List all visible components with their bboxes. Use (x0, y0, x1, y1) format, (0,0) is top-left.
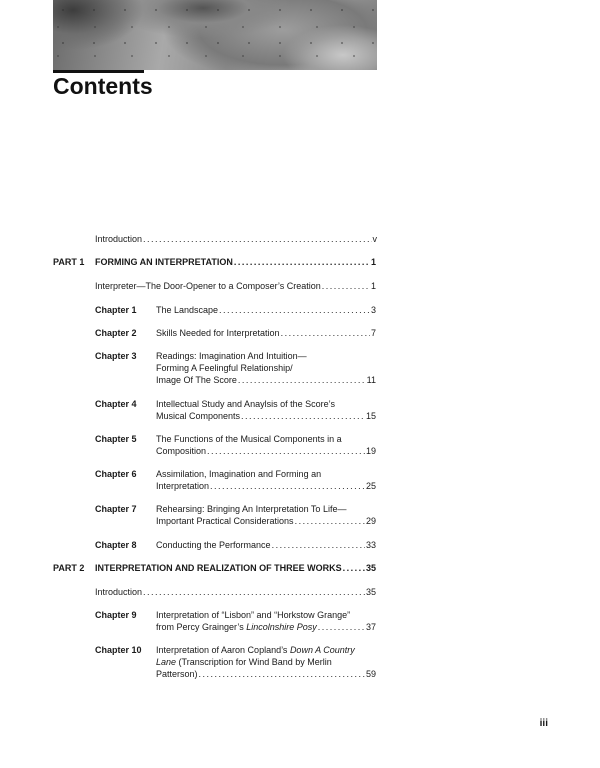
toc-entry-chapter-8[interactable] (156, 539, 376, 551)
part-title: INTERPRETATION AND REALIZATION OF THREE WORKS (95, 563, 342, 573)
leader-dots (272, 539, 365, 551)
toc-entry-text: Important Practical Considerations (156, 516, 294, 526)
part-label: PART 1 (53, 257, 85, 267)
toc-entry-chapter-1[interactable] (156, 304, 376, 316)
page-title: Contents (53, 73, 153, 99)
leader-dots (199, 668, 365, 680)
toc-entry-text: The Landscape (156, 305, 219, 315)
leader-dots (295, 515, 365, 527)
toc-entry-chapter-9[interactable] (156, 609, 376, 633)
leader-dots (234, 256, 370, 268)
toc-entry-text: Readings: Imagination And Intuition— (156, 351, 307, 361)
leader-dots (318, 621, 365, 633)
toc-page-number: 1 (370, 257, 376, 267)
toc-entry-text: Rehearsing: Bringing An Interpretation To Life— (156, 504, 347, 514)
chapter-label: Chapter 8 (95, 540, 137, 550)
work-title: Down A Country (289, 645, 355, 655)
toc-entry-text: Conducting the Performance (156, 540, 271, 550)
toc-entry-text-line (156, 621, 317, 633)
leader-dots (343, 562, 365, 574)
leader-dots (281, 327, 370, 339)
chapter-label: Chapter 10 (95, 645, 142, 655)
toc-page-number: 7 (370, 328, 376, 338)
toc-entry-chapter-6[interactable] (156, 468, 376, 492)
chapter-label: Chapter 2 (95, 328, 137, 338)
toc-page-number: 19 (365, 446, 376, 456)
toc-page-number: 33 (365, 540, 376, 550)
toc-entry-part-1[interactable] (95, 256, 376, 268)
chapter-label: Chapter 9 (95, 610, 137, 620)
toc-entry-text: Skills Needed for Interpretation (156, 328, 280, 338)
toc-entry-text: Musical Components (156, 411, 241, 421)
chapter-label: Chapter 3 (95, 351, 137, 361)
toc-page-number: 29 (365, 516, 376, 526)
leader-dots (143, 233, 371, 245)
toc-entry-text: Interpretation (156, 481, 210, 491)
toc-entry-text: Forming A Feelingful Relationship/ (156, 363, 293, 373)
toc-entry-interpreter[interactable] (95, 280, 376, 292)
toc-entry-introduction[interactable] (95, 233, 377, 245)
toc-page-number: 11 (366, 375, 376, 385)
leader-dots (210, 480, 365, 492)
leader-dots (207, 445, 365, 457)
toc-entry-text: Interpretation of Aaron Copland’s (156, 645, 290, 655)
work-title: Lane (156, 657, 177, 667)
toc-page-number: 35 (365, 587, 376, 597)
chapter-label: Chapter 6 (95, 469, 137, 479)
chapter-label: Chapter 1 (95, 305, 137, 315)
chapter-label: Chapter 4 (95, 399, 137, 409)
toc-entry-chapter-4[interactable] (156, 398, 376, 422)
leader-dots (219, 304, 370, 316)
part-title: FORMING AN INTERPRETATION (95, 257, 233, 267)
toc-entry-text: Patterson) (156, 669, 198, 679)
part-label: PART 2 (53, 563, 85, 573)
toc-entry-text: (Transcription for Wind Band by Merlin (176, 657, 332, 667)
toc-page-number: 15 (365, 411, 376, 421)
leader-dots (241, 410, 365, 422)
page-number: iii (539, 718, 548, 729)
leader-dots (322, 280, 370, 292)
toc-entry-text: Composition (156, 446, 207, 456)
toc-page-number: 3 (370, 305, 376, 315)
toc-entry-text: Introduction (95, 234, 143, 244)
toc-page-number: v (372, 234, 377, 244)
chapter-label: Chapter 5 (95, 434, 137, 444)
toc-page-number: 35 (365, 563, 376, 573)
toc-entry-text: Image Of The Score (156, 375, 237, 385)
toc-entry-text: Interpretation of “Lisbon” and “Horkstow Grange” (156, 610, 351, 620)
chapter-label: Chapter 7 (95, 504, 137, 514)
toc-entry-text: The Functions of the Musical Components in a (156, 434, 342, 444)
toc-entry-introduction-part-2[interactable] (95, 586, 376, 598)
leader-dots (238, 374, 366, 386)
toc-entry-text: Intellectual Study and Anaylsis of the Score’s (156, 399, 335, 409)
work-title: Lincolnshire Posy (246, 622, 317, 632)
toc-entry-chapter-3[interactable] (156, 350, 376, 386)
toc-page-number: 1 (370, 281, 376, 291)
toc-entry-text: Assimilation, Imagination and Forming an (156, 469, 322, 479)
toc-entry-chapter-5[interactable] (156, 433, 376, 457)
toc-entry-chapter-7[interactable] (156, 503, 376, 527)
toc-entry-chapter-10[interactable] (156, 644, 376, 680)
toc-entry-chapter-2[interactable] (156, 327, 376, 339)
toc-page-number: 37 (365, 622, 376, 632)
leader-dots (143, 586, 365, 598)
toc-page-number: 25 (365, 481, 376, 491)
toc-page-number: 59 (365, 669, 376, 679)
toc-entry-text: from Percy Grainger’s (156, 622, 247, 632)
toc-entry-part-2[interactable] (95, 562, 376, 574)
toc-entry-text: Interpreter—The Door-Opener to a Composer’s Creation (95, 281, 321, 291)
toc-entry-text: Introduction (95, 587, 143, 597)
